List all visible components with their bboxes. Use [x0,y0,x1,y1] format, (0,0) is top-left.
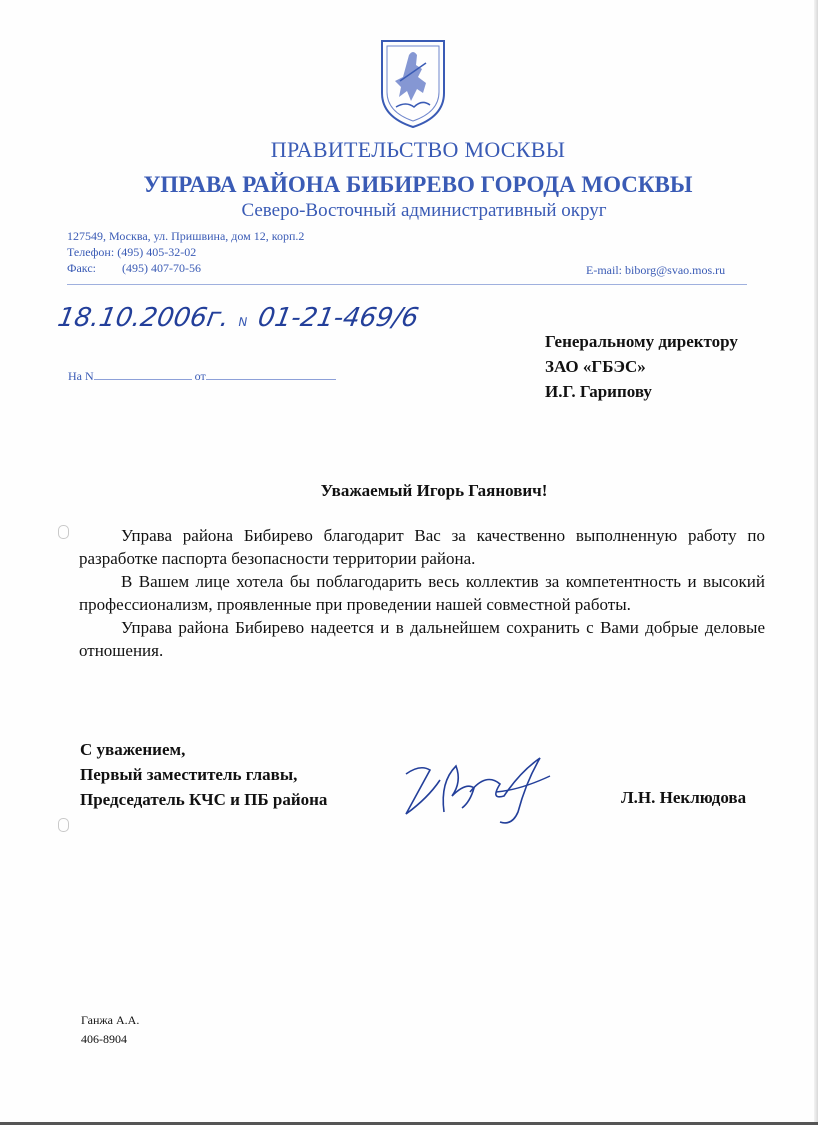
closing-greeting: С уважением, [80,740,186,759]
na-label: На N [68,369,94,383]
letterhead-divider [67,284,747,285]
punch-hole-mark [58,818,69,832]
postal-address: 127549, Москва, ул. Пришвина, дом 12, корп.2 [67,229,305,243]
outgoing-reference [55,303,420,333]
paper-edge [814,0,818,1125]
moscow-coat-of-arms-icon [376,37,450,129]
salutation: Уважаемый Игорь Гаянович! [320,481,548,500]
body-paragraph: Управа района Бибирево благодарит Вас за качественно выполненную работу по разработке паспорта безопасности территории района. [79,526,765,568]
outgoing-number: 01-21-469/6 [255,303,421,333]
government-title: ПРАВИТЕЛЬСТВО МОСКВЫ [270,137,566,162]
organization-title: УПРАВА РАЙОНА БИБИРЕВО ГОРОДА МОСКВЫ [143,172,693,197]
letter-body [79,524,765,662]
phone-line [67,245,196,260]
fax-value: (495) 407-70-56 [122,261,201,275]
executor-phone: 406-8904 [81,1032,127,1046]
addressee-company: ЗАО «ГБЭС» [545,357,646,376]
signer-role: Председатель КЧС и ПБ района [80,790,328,809]
phone-label: Телефон: [67,245,115,259]
outgoing-date: 18.10.2006г. [55,303,232,333]
executor-block [81,1011,139,1049]
ot-label: от [194,369,206,383]
fax-label: Факс: [67,261,96,275]
number-label: N [237,315,249,329]
executor-name: Ганжа А.А. [81,1013,140,1027]
phone-value: (495) 405-32-02 [117,245,197,259]
addressee-name: И.Г. Гарипову [545,382,652,401]
fax-line [67,261,201,276]
signer-name: Л.Н. Неклюдова [621,788,747,807]
email-address: E-mail: biborg@svao.mos.ru [586,263,726,277]
punch-hole-mark [58,525,69,539]
incoming-number-blank [94,379,192,380]
incoming-date-blank [206,379,336,380]
addressee-block [545,329,738,404]
district-subtitle: Северо-Восточный административный округ [241,200,607,221]
body-paragraph: Управа района Бибирево надеется и в дальнейшем сохранить с Вами добрые деловые отношения. [79,618,765,660]
handwritten-signature [400,752,560,827]
incoming-reference [68,369,336,384]
closing-block [80,737,327,812]
body-paragraph: В Вашем лице хотела бы поблагодарить весь коллектив за компетентность и высокий профессионализм, проявленные при проведении нашей совместной работы. [79,572,765,614]
signer-position: Первый заместитель главы, [80,765,298,784]
addressee-position: Генеральному директору [545,332,738,351]
